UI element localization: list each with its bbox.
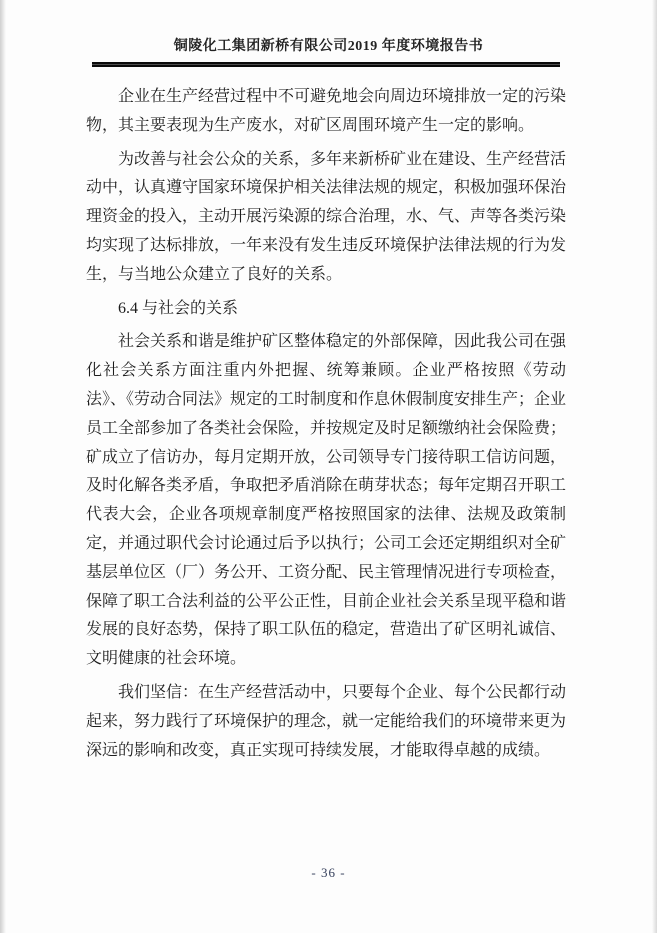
scan-edge-left <box>0 0 6 933</box>
header-rule <box>92 62 560 67</box>
paragraph-conclusion: 我们坚信：在生产经营活动中，只要每个企业、每个公民都行动起来，努力践行了环境保护的理念，就一定能给我们的环境带来更为深远的影响和改变，真正实现可持续发展，才能取得卓越的成绩。 <box>86 683 567 759</box>
paragraph-public-relations: 为改善与社会公众的关系，多年来新桥矿业在建设、生产经营活动中，认真遵守国家环境保护相关法律法规的规定，积极加强环保治理资金的投入，主动开展污染源的综合治理，水、气、声等各类污染均实现了达标排放，一年来没有发生违反环境保护法律法规的行为发生，与当地公众建立了良好的关系。 <box>86 150 567 283</box>
section-heading-6-4: 6.4 与社会的关系 <box>118 299 239 317</box>
page-number: - 36 - <box>311 865 346 880</box>
document-title: 铜陵化工集团新桥有限公司2019 年度环境报告书 <box>173 39 484 54</box>
document-body <box>86 83 566 765</box>
scan-edge-right <box>652 0 657 933</box>
page-footer <box>0 865 657 881</box>
page-header <box>0 0 657 67</box>
paragraph-social-relations: 社会关系和谐是维护矿区整体稳定的外部保障，因此我公司在强化社会关系方面注重内外把握、统筹兼顾。企业严格按照《劳动法》、《劳动合同法》规定的工时制度和作息休假制度安排生产；企业员工全部参加了各类社会保险，并按规定及时足额缴纳社会保险费；矿成立了信访办，每月定期开放，公司领导专门接待职工信访问题，及时化解各类矛盾，争取把矛盾消除在萌芽状态；每年定期召开职工代表大会，企业各项规章制度严格按照国家的法律、法规及政策制定，并通过职代会讨论通过后予以执行；公司工会还定期组织对全矿基层单位区（厂）务公开、工资分配、民主管理情况进行专项检查，保障了职工合法利益的公平公正性，目前企业社会关系呈现平稳和谐发展的良好态势，保持了职工队伍的稳定，营造出了矿区明礼诚信、文明健康的社会环境。 <box>86 333 567 668</box>
paragraph-pollution-impact: 企业在生产经营过程中不可避免地会向周边环境排放一定的污染物，其主要表现为生产废水，对矿区周围环境产生一定的影响。 <box>86 88 567 134</box>
